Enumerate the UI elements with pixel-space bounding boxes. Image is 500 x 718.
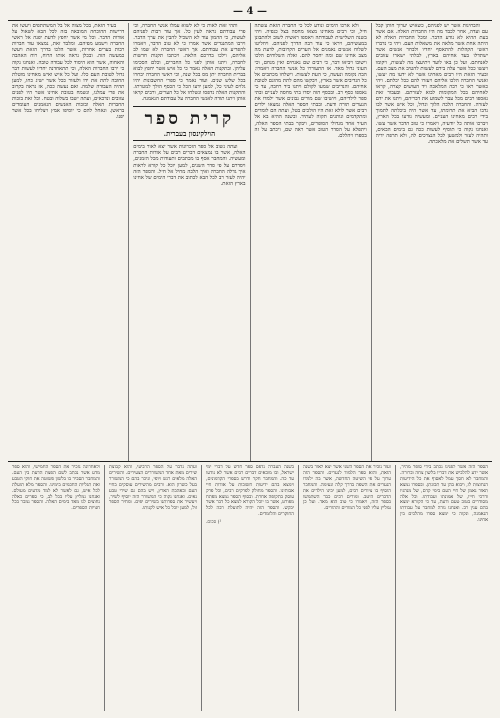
article-column-2	[250, 23, 371, 461]
bottom-columns	[8, 461, 492, 711]
review-column-4	[104, 465, 201, 711]
article-text: בעיר הזאת, בכל מצוה אל בל המשתתפים ויעשו את דרישות ההוכחה המובאה בזה לכל הבא לשאול על אודות הדבר. וכל מי אשר יחפץ לדעת יפנה אל ראשי החברה וישמע מפיהם. ומלבד זאת, נמצאו עוד חברות רבות בערים אחרות, אשר הלכו בדרך הזאת ויעשו כמעשה הזה. ובכלן נראה אותו הרוח, רוח האהבה והאחוה, אשר הוא היסוד לכל עבודה טובה. ואנחנו נקוה כי ירבו החברות האלה, וכי תתאחדנה יחדיו לעשות דבר גדול לטובת העם כלו. ועל כל איש ואיש מאחינו מוטלת החובה לתת את ידו ולעזור ככל אשר ישיג כחו, למען תהיה העבודה שלמה. ואם נעשה ככה, אז נראה בקרוב את פרי עמלנו, ונשמח בטובת אחינו אשר היו לפנים עזובים ונדכאים, ועתה ישבו בשלוה ובטח. וכל זאת בזכות החברות האלה ובזכות האנשים הנאמנים העומדים בראשן. ונאחל להם כי יוסיפו אמץ ויצליחו בכל אשר יפנו.	[12, 23, 125, 121]
review-column-3	[201, 465, 298, 711]
review-column-1	[395, 465, 492, 711]
review-text: ועוד נזכיר את הספר השני אשר יצא לאור בשנה הזאת, והוא ספר הלמוד לנערים. והספר הזה ערוך על פי השיטה החדשה, אשר בה ילמדו הנערים את השפה בדרך קלה ונעימה. והמחבר הוסיף בו ציורים רבים, למען יבינו הילדים את הדברים היטב. ומורים רבים כבר השתמשו בספר הזה, ויאמרו כי טוב הוא מאד. ועל כן נמליץ עליו לפני כל המורים וההורים.	[303, 465, 391, 512]
section-subtitle: הוילקינסון בעברית.	[163, 129, 216, 139]
review-text: ולאחרונה נזכיר את הספר החמישי, והוא ספר מדע אשר נכתב לשם הפצת הדעת בין העם. והמחבר הסביר בו בלשון פשוטה את חוקי הטבע ואת תגליות החכמים בימינו. והספר מלא תועלת לכל איש, גם לאשר לא למד מדעים מעולם. ואנחנו נמליץ עליו בכל לב, כי ספרים כאלה נחוצים לנו מאד בימים האלה. והספר נמכר בכל חנויות הספרים.	[12, 465, 100, 512]
review-text: הספר הזה אשר לפנינו נכתב בידי סופר מהיר, אשר ידע להלביש את דבריו בלשון צחה וברורה. והמחבר לא חסך עמל לאסוף את כל הידיעות הנחוצות לו, ויבוא בהן עד תכונתן. ובספרו נמצא תאור נאמן של חיי העם בימי קדם, של מנהגיו ודרכי חייו, של אמונתו ועבודתו. וכל אלה מסודרים בטוב טעם ודעת, עד כי הקורא ימצא בהם ענין רב. ואנחנו נודה למחבר על עבודתו הנאמנה, ונקוה כי ימצא ספרו מהלכים בין אחינו.	[400, 465, 488, 524]
article-text: והבחינות אשר יש לפניהם, כשאיש יערוך חותן קבל עם ועדה, אחר לכבד מה היו החברות האלה. אם אשר בעת ההיא לא נודע הדבר. ומכל החברות האלה לא היתה אחת אשר מלאה את משאלות העם. ויהי כי נדברו ראשי הקהלות להתאסף יחדיו ולבחר אנשים אשר ישתדלו בעד אחיהם בארץ, לבלתי ישארו עזובים לאנחתם. ועל כן באו לועד ויתיעצו מה לעשות, ויקומו ויעשו ככל אשר עלה בידם לעשות להטיב את מצב העם. ובעיר הזאת היו רבים מאחינו אשר לא ידעו מה יעשו, ואנשי החברה הלכו אליהם ויעזרו להם ככל יכלתם. ויהי כאשר ראו כי רבה המלאכה ויד העושים קצרה, קראו לאחיהם בכל המקומות לבוא לעזרתם. ובעבור זאת נאספו רבים מכל עבר לשמוע את דבריהם, ויתנו את ידם לעזרה. והחברה הלכה הלוך וגדול, וכל איש אשר לבו נדבו הביא את תרומתו, עד אשר היה ביכלתה לתמוך בידי רבים מאחינו העניים. ומעשיה נודעו בכל הארץ, ויברכו אותה כל יודעיה, ויאמרו כי טוב הדבר אשר עשו. ואנחנו נקוה כי תוסיף לעשות ככה גם בימים הבאים, ותהיה לעזר ולמשען לכל הנצרכים לה, ולא תרפה ידיה עד אשר תשלים את מלאכתה.	[375, 23, 488, 145]
article-text: ולא ארכו הימים ונודע לכל כי החברה הזאת עשתה חיל, וכי רבים מאחינו מצאו מחסה בצל כנפיה. ויהי בשנה השלישית לעבודתה ויאספו ראשיה לשוב ולהתבונן במעשיהם, ויראו כי עוד רבה הדרך לפניהם. ויחליטו לשלוח אנשים נאמנים אל הערים הקרובות, לדעת מה מצב אחינו שם ומה יחסר להם. ואלה השלוחים הלכו וישובו ויביאו דבר, כי רבים שם נאנחים ואין מנחם, וכי העוני גדול מאד. אז התעוררו כל אנשי החברה ויאמרו: הבה נקומה ונעשה, כי העת לעשות. וישלחו מכתבים אל כל הנדיבים אשר בארץ, ויבקשו מהם לתת מהונם לטובת אחיהם. והנדיבים שמעו לקולם ויתנו ביד רחבה, עד כי נאספו כסף רב. ובכסף הזה יסדו בתי מחסה לעניים ובתי ספר לילדיהם, ויושיבו שם מורים נבונים אשר ילמדו את הנערים תורה ודעת. ובבתי הספר האלה נמצאו ילדים רבים אשר לולא זאת היו הולכים בטל, ועתה הם לומדים ומתקדמים ונותנים תקוה לעתיד. ובשנה ההיא בא אל העיר אחד מגדולי הסופרים, ויבקר בבתי הספר האלה, ויתפלא על הסדר הטוב אשר ראה שם, ויכתב על זה בספרו ויהללם.	[254, 23, 367, 139]
article-text: ותהי זאת לאות כי לא לשוא עמלו אנשי החברה, וכי פרי עבודתם נראה לעין כל. אך עוד רבות לפניהם לעשות, כי ההמון עוד לא השכיל להבין את ערך הדבר. וירבו המתנגדים אשר אמרו כי לא טוב הדבר, ויאמרו להפריע את עבודתם. אך ראשי החברה לא שמו לב אליהם, וילכו בדרכם הלאה. ויכתבו תקנות חדשות לחברה, ויתנו אותן לפני כל החברים, וכלם הסכימו עליהן. ובתקנות האלה נאמר כי כל איש אשר יחפץ לבוא בברית החברה יתן מס בכל שנה, וכי ראשי החברה יבחרו בכל שלש שנים. ועוד נאמר כי ספרי החשבונות יהיו גלוים לעיני כל, למען ידעו הכל כי הכסף הולך למטרתו. והתקנות האלה נדפסו ונשלחו אל כל הערים, ורבים קראו אותן ויתנו תודה לאנשי החברה על עבודתם הנאמנה.	[133, 23, 246, 103]
review-column-2	[298, 465, 395, 711]
page-header	[8, 4, 492, 18]
article-column-4	[8, 23, 128, 461]
header-rule	[8, 20, 492, 21]
article-column-3	[128, 23, 249, 461]
review-column-5	[8, 465, 104, 711]
section-heading-box	[133, 106, 245, 141]
article-column-1	[371, 23, 492, 461]
section-title: קרית ספר	[144, 109, 235, 130]
review-text: ועתה נדבר על הספר הרביעי, והוא קבוצת שירים מאת אחד המשוררים הצעירים. והשירים האלה מלאים רגש ויופי, וניכר בהם כי המשורר בעל כשרון הוא. ורבים מהשירים עוסקים בחיי העם ובאהבת הארץ, ויש בהם גם שירי טבע נאים. ואנחנו נקוה כי המשורר הזה יוסיף לשיר, ויעשיר את ספרותנו בשירים יפים. ומחיר הספר זול, למען יוכל כל איש לקנותו.	[109, 465, 197, 512]
review-text: בשנה העברה נדפס ספר חדש על דברי ימי ישראל, ובו מובאים דברים רבים אשר לא נודעו עד כה. והמחבר חקר ודרש בספרי הקדמונים, וימצא בהם ידיעות חשובות על אודות חיי אבותינו. והספר מחולק לפרקים רבים, וכל פרק עוסק בתקופה אחרת. ובסוף הספר נמצא מפתח מפורט, אשר בו יוכל הקורא למצא כל דבר אשר יבקש. והספר הזה יהיה לתועלת רבה לכל החוקרים והלומדים.	[206, 465, 294, 518]
top-columns	[8, 23, 492, 461]
footnote: ¹) סכום.	[206, 520, 222, 526]
article-text: ועתה נשוב אל ספר הזכרונות אשר יצא לאור בימים האלה, אשר בו נמצאים דברים רבים על אודות החברה ומעשיה. והמחבר אסף בו מכתבים ותעודות מכל הזמנים, ויסדרם על פי סדר השנים, למען יוכל כל קורא לראות איך גדלה החברה ואיך הלכה מחיל אל חיל. והספר הזה יהיה לעזר רב לכל הבא לכתוב את דברי הימים של אחינו בארץ הזאת.	[133, 144, 246, 187]
page-number: — 4 —	[233, 5, 267, 17]
